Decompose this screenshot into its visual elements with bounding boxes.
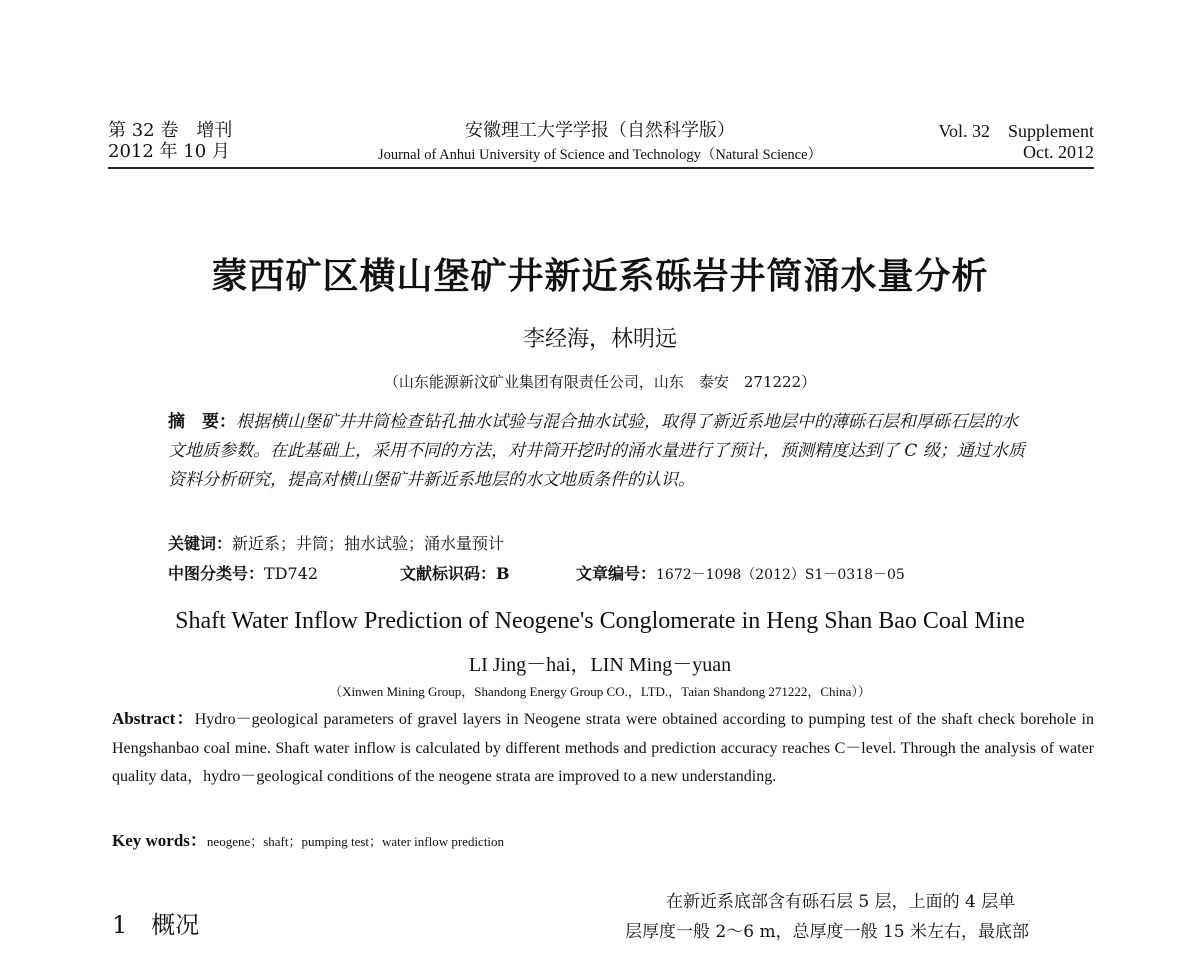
keywords-text-en: neogene；shaft；pumping test；water inflow prediction xyxy=(206,834,505,849)
abstract-text-cn: 根据横山堡矿井井筒检查钻孔抽水试验与混合抽水试验，取得了新近系地层中的薄砾石层和厚砾石层的水文地质参数。在此基础上，采用不同的方法，对井筒开挖时的涌水量进行了预计，预测精度达到了 C 级；通过水质资料分析研究，提高对横山堡矿井新近系地层的水文地质条件的认识。 xyxy=(168,412,1025,490)
section-number: 1 xyxy=(112,911,128,939)
article-value: 1672－1098（2012）S1－0318－05 xyxy=(656,567,905,583)
clc-number xyxy=(168,561,318,584)
abstract-cn xyxy=(168,408,1030,495)
section-heading xyxy=(112,905,199,940)
paper-title-cn: 蒙西矿区横山堡矿井新近系砾岩井筒涌水量分析 xyxy=(211,255,989,297)
affiliation-cn: （山东能源新汶矿业集团有限责任公司，山东 泰安 271222） xyxy=(383,373,817,391)
journal-title-en: Journal of Anhui University of Science and Technology（Natural Science） xyxy=(377,147,823,163)
keywords-en xyxy=(112,826,504,851)
date-cn: 2012 年 10 月 xyxy=(108,141,230,162)
keywords-text-cn: 新近系；井筒；抽水试验；涌水量预计 xyxy=(232,534,505,553)
document-code xyxy=(400,561,510,584)
header-rule xyxy=(108,167,1094,169)
journal-title-cn: 安徽理工大学学报（自然科学版） xyxy=(465,120,735,141)
keywords-label-en: Key words： xyxy=(112,831,207,850)
volume-en: Vol. 32 Supplement xyxy=(938,121,1094,141)
doc-value: B xyxy=(496,564,510,583)
body-text-line-2: 层厚度一般 2～6 m，总厚度一般 15 米左右，最底部 xyxy=(625,922,1029,942)
doc-label: 文献标识码： xyxy=(400,564,497,583)
abstract-label-en: Abstract： xyxy=(112,709,195,728)
keywords-cn xyxy=(168,531,504,554)
paper-title-en: Shaft Water Inflow Prediction of Neogene's Conglomerate in Heng Shan Bao Coal Mine xyxy=(175,608,1025,634)
volume-cn: 第 32 卷 增刊 xyxy=(108,120,233,141)
date-en: Oct. 2012 xyxy=(1023,142,1094,162)
authors-en: LI Jing－hai，LIN Ming－yuan xyxy=(468,654,732,676)
clc-label: 中图分类号： xyxy=(168,564,265,583)
article-number xyxy=(576,561,905,584)
abstract-text-en: Hydro－geological parameters of gravel layers in Neogene strata were obtained according to pumping test of the shaft check borehole in Hengshanbao coal mine. Shaft water inflow is calculated by different methods and prediction accuracy reaches C－level. Through the analysis of water quality data，hydro－geological conditions of the neogene strata are improved to a new understanding. xyxy=(112,711,1094,785)
article-label: 文章编号： xyxy=(576,564,657,583)
section-title: 概况 xyxy=(151,911,200,939)
body-text-line-1: 在新近系底部含有砾石层 5 层，上面的 4 层单 xyxy=(666,892,1016,912)
clc-value: TD742 xyxy=(264,564,319,583)
abstract-en xyxy=(112,705,1094,792)
keywords-label-cn: 关键词： xyxy=(168,534,233,553)
authors-cn: 李经海，林明远 xyxy=(522,327,677,352)
abstract-label-cn: 摘 要： xyxy=(168,412,236,432)
affiliation-en: （Xinwen Mining Group，Shandong Energy Group CO.，LTD.，Taian Shandong 271222，China）） xyxy=(329,684,871,699)
